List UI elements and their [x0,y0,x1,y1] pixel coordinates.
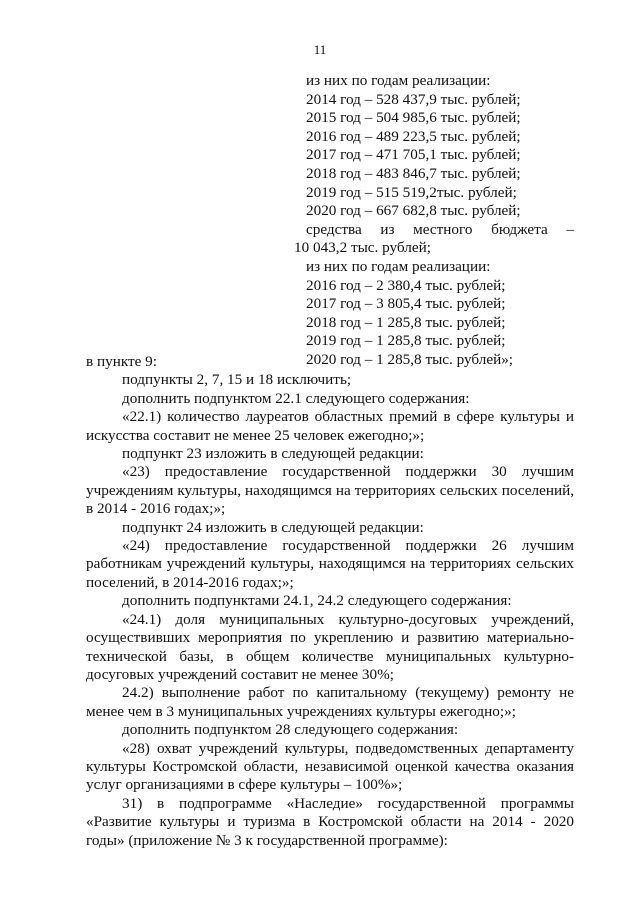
funding-line: 2014 год – 528 437,9 тыс. рублей; [306,90,521,108]
local-budget-amount: 10 043,2 тыс. рублей; [294,239,431,257]
funding-block [294,72,574,370]
paragraph: «22.1) количество лауреатов областных премий в сфере культуры и искусства составит не менее 25 человек ежегодно;»; [86,408,574,444]
paragraph: 31) в подпрограмме «Наследие» государственной программы «Развитие культуры и туризма в Костромской области на 2014 - 2020 годы» (приложение № 3 к государственной программе): [86,794,574,849]
paragraph: подпункт 23 изложить в следующей редакции: [122,445,424,463]
word: бюджета [491,220,548,238]
funding-line: 2019 год – 515 519,2тыс. рублей; [306,183,517,201]
paragraph: подпункты 2, 7, 15 и 18 исключить; [122,371,352,389]
paragraph: в пункте 9: [86,353,157,370]
funding-line: из них по годам реализации: [306,72,491,89]
local-budget-heading [306,221,574,240]
paragraph: 24.2) выполнение работ по капитальному (текущему) ремонту не менее чем в 3 муниципальных учреждениях культуры ежегодно;»; [86,684,574,720]
word: местного [413,220,473,238]
paragraph: дополнить подпунктом 22.1 следующего содержания: [122,389,470,407]
paragraph: дополнить подпунктом 28 следующего содержания: [122,721,459,739]
paragraph: «23) предоставление государственной поддержки 30 лучшим учреждениям культуры, находящимся на территориях сельских поселений, в 2014 - 2016 годах;»; [86,463,574,518]
funding-line: 2017 год – 471 705,1 тыс. рублей; [306,146,521,164]
funding-line: 2020 год – 1 285,8 тыс. рублей»; [306,350,514,368]
funding-line: 2019 год – 1 285,8 тыс. рублей; [306,332,506,350]
word: из [380,220,395,238]
page-number: 11 [313,42,327,57]
funding-line: 2018 год – 483 846,7 тыс. рублей; [306,164,521,182]
paragraph: «28) охват учреждений культуры, подведомственных департаменту культуры Костромской области, независимой оценкой качества оказания услуг организациями в сфере культуры – 100%»; [86,739,574,794]
paragraph: подпункт 24 изложить в следующей редакции: [122,518,424,536]
word: – [566,220,574,238]
funding-line: 2016 год – 489 223,5 тыс. рублей; [306,127,521,145]
funding-line: 2016 год – 2 380,4 тыс. рублей; [306,276,506,294]
word: средства [306,220,362,238]
funding-line: 2018 год – 1 285,8 тыс. рублей; [306,313,506,331]
funding-line: 2020 год – 667 682,8 тыс. рублей; [306,202,521,220]
funding-line: 2015 год – 504 985,6 тыс. рублей; [306,109,521,127]
funding-line: из них по годам реализации: [306,257,491,275]
paragraph: «24) предоставление государственной поддержки 26 лучшим работникам учреждений культуры, находящимся на территориях сельских поселений, в 2014-2016 годах;»; [86,537,574,591]
funding-line: 2017 год – 3 805,4 тыс. рублей; [306,295,506,313]
document-body [86,350,574,850]
paragraph: «24.1) доля муниципальных культурно-досуговых учреждений, осуществивших мероприятия по укреплению и развитию материально-технической базы, в общем количестве муниципальных культурно-досуговых учреждений составит не менее 30%; [86,610,574,683]
paragraph: дополнить подпунктами 24.1, 24.2 следующего содержания: [122,592,512,610]
